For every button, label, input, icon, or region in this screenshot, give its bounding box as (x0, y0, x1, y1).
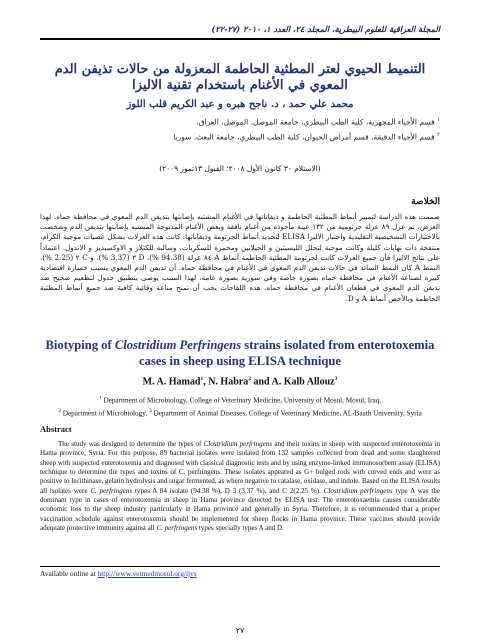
footer-rule (40, 566, 440, 567)
english-affiliation-1: $^1$ Department of Microbiology, College of Veterinary Medicine, University of Mosul, Mosul, Iraq, (98, 395, 382, 405)
english-affiliations (36, 393, 444, 420)
english-title-organism: Clostridium Perfringens (114, 338, 242, 352)
arabic-affiliation-2: $^٢$ قسم الأحياء الدقيقة، قسم أمراض الحيوان، كلية الطب البيطري، جامعة البعث، سوريا (173, 131, 440, 141)
english-title (40, 337, 440, 369)
journal-line: المجلة العراقية للعلوم البيطرية، المجلد ٢٤، العدد ١، ٢٠١٠ (٢٧-٢٢) (211, 24, 440, 34)
availability-note (40, 569, 197, 578)
arabic-title: التنميط الحيوي لعتر المطثية الحاطمة المعزولة من حالات تذيفن الدم المعوي في الأغنام باستخدام تقنية الاليزا (54, 62, 426, 93)
journal-link[interactable]: http://www.vetmedmosul.org/ijvs (97, 569, 197, 578)
arabic-affiliation-1: $^١$ قسم الأحياء المجهرية، كلية الطب البيطري، جامعة الموصل، الموصل، العراق، (196, 117, 440, 127)
english-authors: M. A. Hamad$^1$, N. Habra$^2$ and A. Kalb Allouz$^3$ (142, 376, 338, 388)
journal-header (40, 22, 440, 40)
arabic-author-list: محمد علي حمد ، د. ناجح هبره و عبد الكريم قلب اللوز (126, 99, 354, 110)
author-3: A. Kalb Allouz (271, 376, 335, 388)
arabic-authors (40, 99, 440, 111)
english-title-post: strains isolated from enterotoxemia cases in sheep using ELISA technique (139, 338, 435, 368)
english-abstract-heading: Abstract (40, 424, 72, 434)
author-1: M. A. Hamad (142, 376, 201, 388)
english-title-pre: Biotyping of (45, 338, 115, 352)
arabic-dates: (الاستلام ٣٠ كانون الأول ٢٠٠٨؛ القبول ١٣تموز ٢٠٠٩) (159, 164, 321, 173)
page-number: ٢٧ (235, 626, 245, 635)
english-affiliation-2: $^2$ Department of Microbiology, $^3$ Department of Animal Diseases, College of Veterinary Medicine, AL-Baath University, Syria (58, 408, 422, 418)
arabic-abstract-heading: الخلاصة (411, 197, 440, 207)
arabic-abstract: صممت هذه الدراسة لتمييز أنماط المطثية الحاطمة و ذيفاناتها في الأغنام المشتبه بإصابتها بتذيفن الدم المعوي في محافظة حماه. لهذا الغرض، تم عزل ٨٩ عزلة جرثومية من ١٣٢ عينة مأخوذة من أغنام نافقة وبعض الأغنام المذبوحة المشتبه بإصابتها بتذيفن الدم وشخصت بالاختبارات التشخيصية التقليدية واختبار الاليزا ELISA لتحديد أنماط الجرثومة وذيفاناتها. كانت هذه العزلات بشكل عصيات موجبة الكرام، منتفخة ذات نهايات كليلة وكانت موجبة لتحلل الليسيثين و الجيلاتين ومخمرة للسكريات، وسالبة للكتلاز و الاوكسيديز و الاندول. اعتماداً على نتائج الاليزا فأن جميع العزلات كانت لجرثومة المطثية الحاطمة أنماط A ٨٤ عزلة (94.38 %)، D ٣ (3.37 %)، و C ٢ (2.25 %). النمط A كان النمط السائد في حالات تذيفن الدم المعوي في الأغنام في محافظة حماه. أن تذيفن الدم المعوي يسبب خسارة اقتصادية كبيرة لصناعة الأغنام في محافظة حماه بصورة خاصة وفي سورية بصورة عامة، لهذا السبب يوصى بتطبيق جدول لتطعيم صحيح ضد تذيفن الدم المعوي في قطعان الأغنام في محافظة حماه. هذه اللقاحات يجب أن تمنح مناعة وقائية كافية ضد جميع أنماط المطثية الحاطمة وبالأخص أنماط A و D. (40, 212, 441, 303)
arabic-affiliations (50, 114, 440, 143)
english-abstract: The study was designed to determine the types of Clostridium perfringens and their toxins in sheep with suspected enterotoxemia in Hama province, Syria. For this purpose, 89 bacterial isolates were isolated from 132 samples collected from dead and some slaughtered sheep with suspected enterotoxemia and diagnosed with classical diagnostic tests and by using enzyme-linked immunosorbent assay (ELISA) technique to determine the types and toxins of C. perfringens. These isolates appeared as G+ bulged rods with curved ends and were as positive to lecithinase, gelatin hydrolysis and sugar fermented, as where negative to catalase, oxidase, and indole. Based on the ELISA results all isolates were C. perfringens types A 84 isolate (94.38 %), D 3 (3.37 %), and C 2(2.25 %). Clostridium perfringens type A was the dominant type in cases of enterotoxemia in sheep in Hama province detected by ELISA test. The enterotoxaemia causes considerable economic loss to the sheep industry particularly in Hama province and generally in Syria. Therefore, it is recommended that a proper vaccination schedule against enterotoxemia should be implemented for sheep flocks in Hama province. These vaccines should provide adequate protective immunity against all C. perfringens types specially types A and D. (40, 440, 440, 533)
author-2: N. Habra (208, 376, 249, 388)
available-label: Available online at (40, 569, 98, 578)
